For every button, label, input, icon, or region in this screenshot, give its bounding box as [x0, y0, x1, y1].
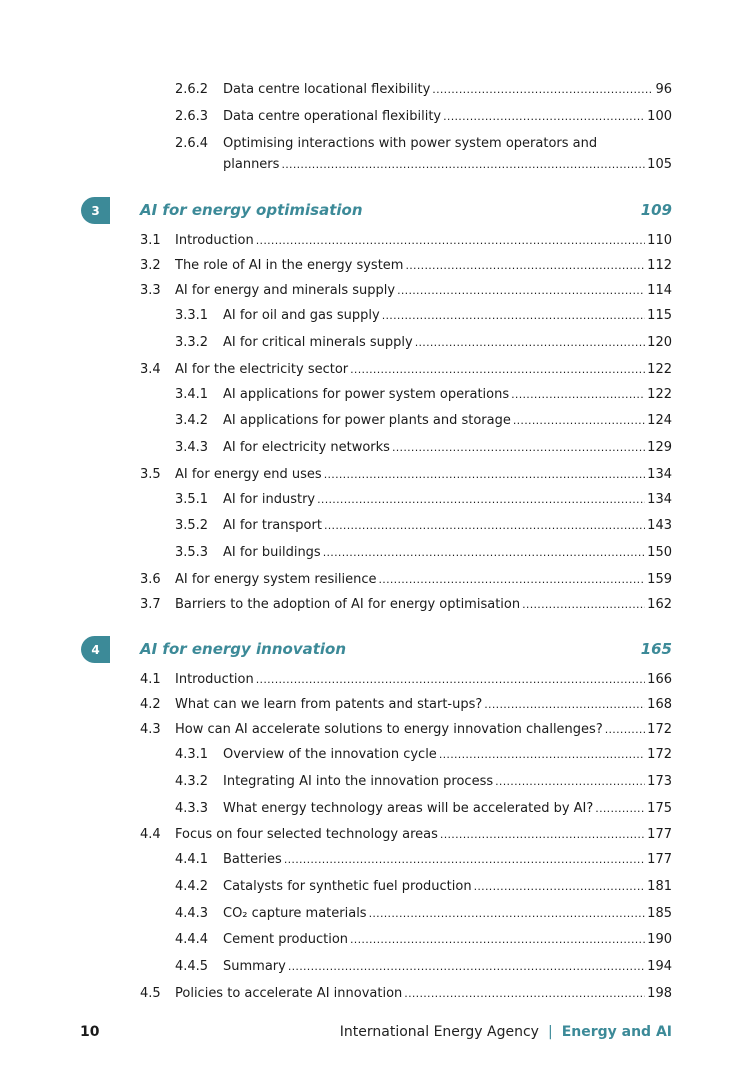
toc-page: 172 — [647, 747, 672, 762]
toc-title: How can AI accelerate solutions to energy innovation challenges? — [175, 722, 603, 737]
chapter-page: 165 — [640, 640, 672, 658]
toc-title: AI for energy system resilience — [175, 572, 377, 587]
toc-entry-4-4-1[interactable] — [175, 852, 672, 868]
toc-title: AI for energy end uses — [175, 467, 322, 482]
toc-entry-3-7[interactable] — [140, 597, 672, 613]
toc-title: AI for oil and gas supply — [223, 308, 380, 323]
toc-number: 3.5.1 — [175, 492, 209, 507]
toc-title: Cement production — [223, 932, 349, 947]
toc-title: Policies to accelerate AI innovation — [175, 986, 403, 1001]
toc-entry-4-4-4[interactable] — [175, 932, 672, 948]
toc-number: 3.4 — [140, 362, 161, 377]
toc-page: 177 — [647, 852, 672, 867]
toc-number: 4.3.1 — [175, 747, 209, 762]
toc-title: Batteries — [223, 852, 282, 867]
toc-page: 159 — [647, 572, 672, 587]
leader-dots — [256, 233, 645, 249]
toc-number: 3.5.3 — [175, 545, 209, 560]
toc-number: 4.1 — [140, 672, 161, 687]
document-title: Energy and AI — [561, 1024, 672, 1040]
toc-title: AI for transport — [223, 518, 322, 533]
toc-page: 96 — [655, 82, 672, 97]
toc-entry-4-3[interactable] — [140, 722, 672, 738]
leader-dots — [323, 545, 645, 561]
leader-dots — [404, 986, 645, 1002]
toc-number: 3.3 — [140, 283, 161, 298]
toc-page: 100 — [647, 109, 672, 124]
chapter-page: 109 — [640, 201, 672, 219]
toc-title: AI for energy and minerals supply — [175, 283, 396, 298]
leader-dots — [288, 959, 645, 975]
leader-dots — [595, 801, 645, 817]
toc-page: 198 — [647, 986, 672, 1001]
footer-separator: | — [547, 1024, 553, 1040]
chapter-title: AI for energy optimisation — [140, 201, 363, 219]
toc-page: 172 — [647, 722, 672, 737]
toc-title: AI applications for power plants and storage — [223, 413, 511, 428]
toc-number: 4.3.2 — [175, 774, 209, 789]
toc-number: 3.5.2 — [175, 518, 209, 533]
toc-number: 3.1 — [140, 233, 161, 248]
leader-dots — [350, 362, 645, 378]
toc-number: 3.3.1 — [175, 308, 209, 323]
leader-dots — [415, 335, 645, 351]
toc-entry-2-6-4[interactable] — [175, 136, 597, 152]
leader-dots — [513, 413, 645, 429]
leader-dots — [317, 492, 645, 508]
toc-number: 4.5 — [140, 986, 161, 1001]
toc-number: 4.2 — [140, 697, 161, 712]
toc-number: 3.4.1 — [175, 387, 209, 402]
leader-dots — [256, 672, 645, 688]
leader-dots — [324, 467, 645, 483]
toc-page: 134 — [647, 492, 672, 507]
toc-entry-3-5-3[interactable] — [175, 545, 672, 561]
toc-entry-3-4-2[interactable] — [175, 413, 672, 429]
leader-dots — [350, 932, 645, 948]
toc-title: CO₂ capture materials — [223, 906, 367, 921]
chapter-badge-4: 4 — [81, 636, 110, 663]
toc-number: 4.4.4 — [175, 932, 209, 947]
toc-entry-3-5-1[interactable] — [175, 492, 672, 508]
toc-title: planners — [223, 157, 280, 172]
toc-page: 120 — [647, 335, 672, 350]
toc-page: 143 — [647, 518, 672, 533]
toc-title: AI for critical minerals supply — [223, 335, 413, 350]
leader-dots — [392, 440, 645, 456]
toc-number: 3.4.2 — [175, 413, 209, 428]
toc-number: 2.6.4 — [175, 136, 209, 151]
toc-title: What can we learn from patents and start-ups? — [175, 697, 483, 712]
toc-entry-3-4-3[interactable] — [175, 440, 672, 456]
toc-entry-4-3-1[interactable] — [175, 747, 672, 763]
toc-page: 110 — [647, 233, 672, 248]
toc-entry-4-1[interactable] — [140, 672, 672, 688]
chapter-badge-3: 3 — [81, 197, 110, 224]
leader-dots — [369, 906, 646, 922]
toc-page: 190 — [647, 932, 672, 947]
toc-page: 181 — [647, 879, 672, 894]
leader-dots — [522, 597, 645, 613]
toc-title: Catalysts for synthetic fuel production — [223, 879, 472, 894]
toc-page: 122 — [647, 362, 672, 377]
organisation-name: International Energy Agency — [339, 1024, 539, 1040]
toc-title: Introduction — [175, 233, 254, 248]
leader-dots — [495, 774, 645, 790]
toc-entry-3-2[interactable] — [140, 258, 672, 274]
toc-entry-3-4-1[interactable] — [175, 387, 672, 403]
toc-entry-4-5[interactable] — [140, 986, 672, 1002]
toc-entry-3-3-1[interactable] — [175, 308, 672, 324]
chapter-heading-4[interactable] — [140, 640, 672, 658]
toc-entry-4-2[interactable] — [140, 697, 672, 713]
toc-entry-3-5[interactable] — [140, 467, 672, 483]
toc-page: 177 — [647, 827, 672, 842]
leader-dots — [397, 283, 645, 299]
chapter-title: AI for energy innovation — [140, 640, 347, 658]
toc-entry-4-4-5[interactable] — [175, 959, 672, 975]
toc-title: Integrating AI into the innovation process — [223, 774, 494, 789]
toc-page: 168 — [647, 697, 672, 712]
toc-page: 115 — [647, 308, 672, 323]
leader-dots — [511, 387, 645, 403]
toc-entry-3-3[interactable] — [140, 283, 672, 299]
toc-entry-3-3-2[interactable] — [175, 335, 672, 351]
toc-title: Data centre operational flexibility — [223, 109, 442, 124]
toc-number: 2.6.2 — [175, 82, 209, 97]
toc-title: AI for buildings — [223, 545, 321, 560]
toc-page: 175 — [647, 801, 672, 816]
toc-entry-3-6[interactable] — [140, 572, 672, 588]
toc-title: What energy technology areas will be accelerated by AI? — [223, 801, 594, 816]
toc-title: AI for the electricity sector — [175, 362, 349, 377]
toc-number: 4.3 — [140, 722, 161, 737]
footer-credit — [340, 1024, 672, 1040]
toc-page: 105 — [647, 157, 672, 172]
leader-dots — [382, 308, 645, 324]
leader-dots — [484, 697, 645, 713]
toc-page: 173 — [647, 774, 672, 789]
toc-page: 166 — [647, 672, 672, 687]
toc-page: 150 — [647, 545, 672, 560]
toc-entry-3-5-2[interactable] — [175, 518, 672, 534]
toc-page: 114 — [647, 283, 672, 298]
toc-number: 3.7 — [140, 597, 161, 612]
leader-dots — [605, 722, 645, 738]
toc-title: Optimising interactions with power system operators and — [223, 136, 598, 151]
toc-title: AI for industry — [223, 492, 316, 507]
toc-page: 124 — [647, 413, 672, 428]
toc-number: 3.5 — [140, 467, 161, 482]
page-number: 10 — [80, 1024, 100, 1040]
toc-page: 185 — [647, 906, 672, 921]
toc-title: AI for electricity networks — [223, 440, 390, 455]
toc-number: 3.2 — [140, 258, 161, 273]
leader-dots — [443, 109, 645, 125]
leader-dots — [378, 572, 645, 588]
toc-entry-3-4[interactable] — [140, 362, 672, 378]
leader-dots — [405, 258, 645, 274]
toc-page: 162 — [647, 597, 672, 612]
toc-page: 112 — [647, 258, 672, 273]
toc-number: 4.4.1 — [175, 852, 209, 867]
toc-number: 4.4.2 — [175, 879, 209, 894]
toc-number: 3.3.2 — [175, 335, 209, 350]
toc-title: Overview of the innovation cycle — [223, 747, 437, 762]
toc-entry-4-3-2[interactable] — [175, 774, 672, 790]
toc-number: 4.4.3 — [175, 906, 209, 921]
toc-entry-2-6-4-continued[interactable] — [223, 157, 672, 173]
leader-dots — [281, 157, 645, 173]
toc-title: Summary — [223, 959, 286, 974]
toc-entry-2-6-2[interactable] — [175, 82, 672, 98]
toc-entry-3-1[interactable] — [140, 233, 672, 249]
toc-entry-4-4-2[interactable] — [175, 879, 672, 895]
toc-number: 3.4.3 — [175, 440, 209, 455]
leader-dots — [324, 518, 645, 534]
leader-dots — [432, 82, 653, 98]
chapter-heading-3[interactable] — [140, 201, 672, 219]
toc-number: 3.6 — [140, 572, 161, 587]
toc-page: 134 — [647, 467, 672, 482]
toc-number: 4.3.3 — [175, 801, 209, 816]
toc-entry-2-6-3[interactable] — [175, 109, 672, 125]
toc-title: Focus on four selected technology areas — [175, 827, 438, 842]
toc-page: 194 — [647, 959, 672, 974]
toc-title: Data centre locational flexibility — [223, 82, 431, 97]
toc-entry-4-3-3[interactable] — [175, 801, 672, 817]
leader-dots — [284, 852, 645, 868]
toc-title: The role of AI in the energy system — [175, 258, 404, 273]
toc-page: 122 — [647, 387, 672, 402]
toc-entry-4-4-3[interactable] — [175, 906, 672, 922]
toc-title: AI applications for power system operations — [223, 387, 510, 402]
leader-dots — [439, 747, 645, 763]
toc-entry-4-4[interactable] — [140, 827, 672, 843]
toc-title: Barriers to the adoption of AI for energy optimisation — [175, 597, 521, 612]
toc-number: 2.6.3 — [175, 109, 209, 124]
toc-page: 129 — [647, 440, 672, 455]
toc-number: 4.4 — [140, 827, 161, 842]
toc-title: Introduction — [175, 672, 254, 687]
leader-dots — [474, 879, 646, 895]
leader-dots — [440, 827, 645, 843]
toc-number: 4.4.5 — [175, 959, 209, 974]
